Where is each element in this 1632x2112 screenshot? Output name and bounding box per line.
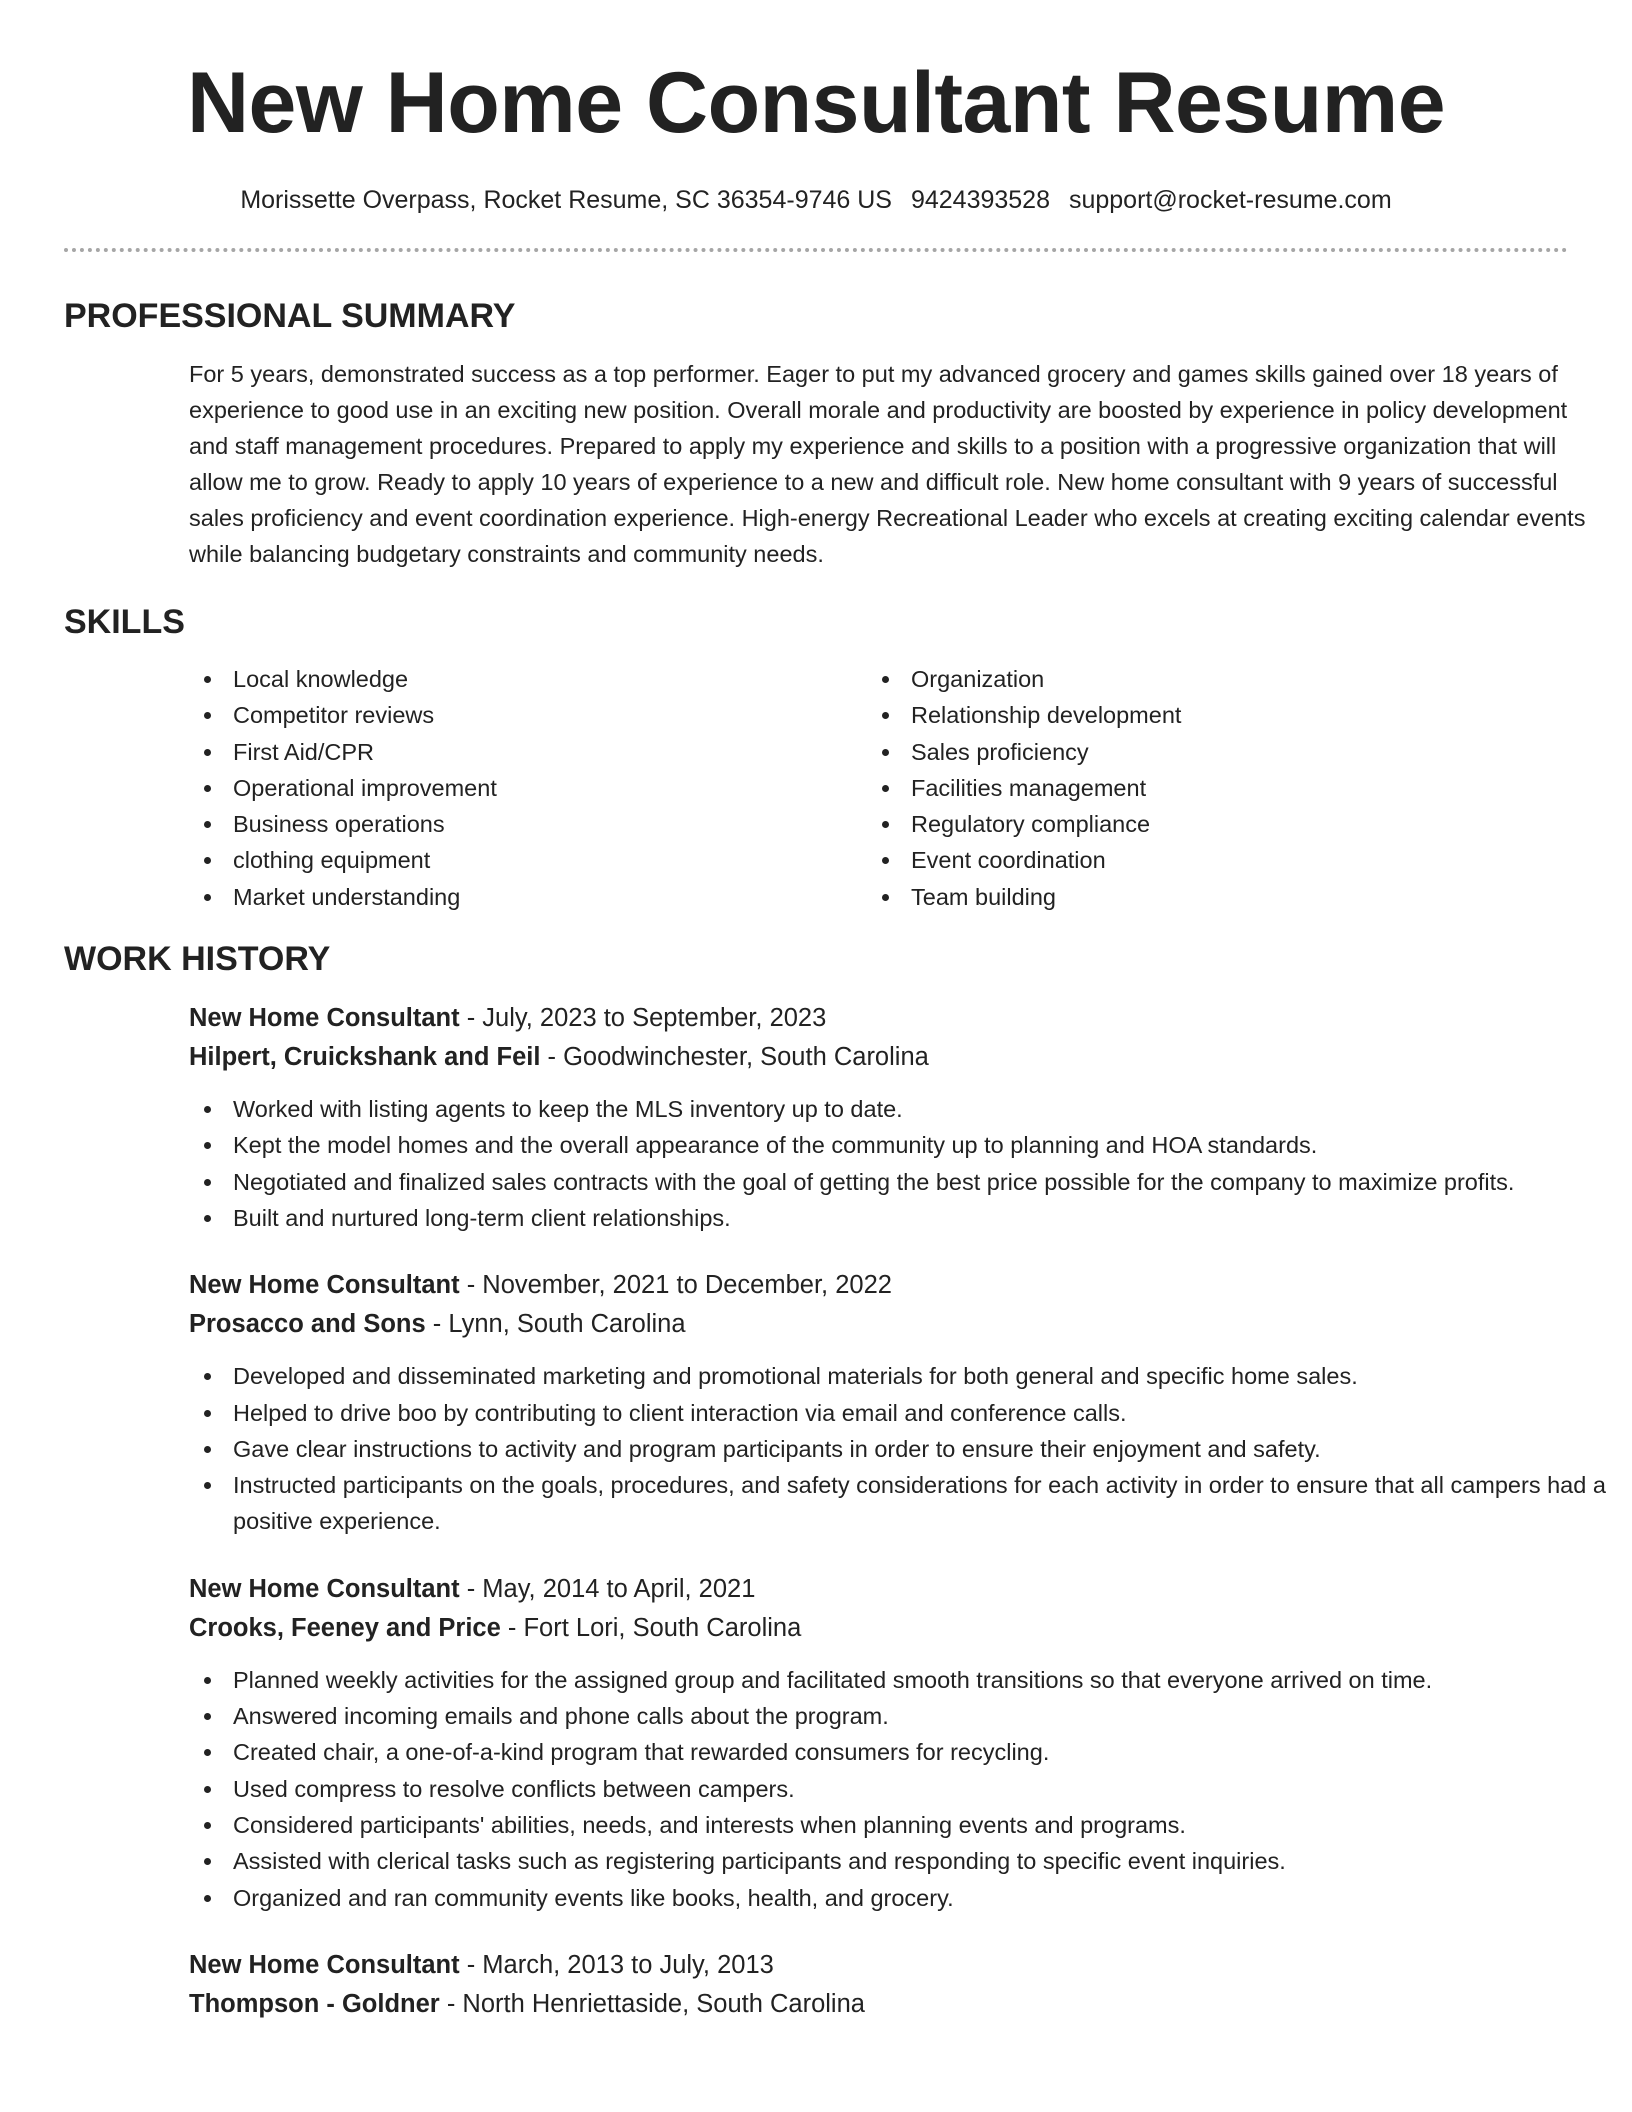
skill-item: Operational improvement	[189, 770, 867, 806]
work-history-heading: WORK HISTORY	[64, 940, 331, 979]
job-title: New Home Consultant	[189, 1574, 460, 1603]
skills-section	[64, 600, 1568, 915]
header-divider	[64, 248, 1568, 252]
skill-item: Local knowledge	[189, 661, 867, 697]
job-title-line	[189, 1570, 1568, 1609]
job-company: Crooks, Feeney and Price	[189, 1613, 501, 1642]
skill-item: Organization	[867, 661, 1545, 697]
job-title: New Home Consultant	[189, 1271, 460, 1300]
job-company: Hilpert, Cruickshank and Feil	[189, 1043, 541, 1072]
skills-grid	[189, 661, 1568, 915]
job-duties	[189, 1662, 1609, 1916]
job-duty: Used compress to resolve conflicts between campers.	[189, 1771, 1609, 1807]
job-company-line	[189, 1038, 1568, 1077]
job-location: - Fort Lori, South Carolina	[507, 1613, 802, 1642]
job-company-line	[189, 1305, 1568, 1344]
job-title: New Home Consultant	[189, 1004, 460, 1033]
job-duty: Worked with listing agents to keep the MLS inventory up to date.	[189, 1091, 1609, 1127]
job-title: New Home Consultant	[189, 1950, 460, 1979]
contact-line	[64, 183, 1568, 217]
job-company: Prosacco and Sons	[189, 1310, 426, 1339]
job-company-line	[189, 1609, 1568, 1648]
job-dates: - November, 2021 to December, 2022	[466, 1271, 892, 1300]
job-duty: Negotiated and finalized sales contracts with the goal of getting the best price possible for the company to maximize profits.	[189, 1164, 1609, 1200]
job-company-line	[189, 1985, 1568, 2024]
skill-item: First Aid/CPR	[189, 734, 867, 770]
skills-heading: SKILLS	[64, 603, 185, 641]
work-history-section	[64, 937, 1606, 2024]
skill-item: Business operations	[189, 806, 867, 842]
job-duty: Created chair, a one-of-a-kind program that rewarded consumers for recycling.	[189, 1734, 1609, 1770]
skill-item: Market understanding	[189, 879, 867, 915]
summary-heading: PROFESSIONAL SUMMARY	[64, 297, 516, 335]
contact-email: support@rocket-resume.com	[1068, 186, 1392, 214]
contact-phone: 9424393528	[910, 186, 1050, 214]
summary-text: For 5 years, demonstrated success as a top performer. Eager to put my advanced grocery and games skills gained over 18 years of experience to good use in an exciting new position. Overall morale and productivity are boosted by experience in policy development and staff management procedures. Prepared to apply my experience and skills to a position with a progressive organization that will allow me to grow. Ready to apply 10 years of experience to a new and difficult role. New home consultant with 9 years of successful sales proficiency and event coordination experience. High-energy Recreational Leader who excels at creating exciting calendar events while balancing budgetary constraints and community needs.	[189, 361, 1586, 567]
job-entry	[189, 1570, 1568, 1916]
job-company: Thompson - Goldner	[189, 1989, 440, 2018]
resume-title: New Home Consultant Resume	[186, 55, 1446, 151]
skill-item: Event coordination	[867, 842, 1545, 878]
skills-column-right	[867, 661, 1545, 915]
skill-item: Regulatory compliance	[867, 806, 1545, 842]
summary-section	[64, 294, 1586, 572]
contact-address: Morissette Overpass, Rocket Resume, SC 36354-9746 US	[240, 186, 892, 214]
job-title-line	[189, 1266, 1568, 1305]
job-dates: - July, 2023 to September, 2023	[466, 1004, 827, 1033]
job-duty: Kept the model homes and the overall appearance of the community up to planning and HOA standards.	[189, 1127, 1609, 1163]
job-duty: Planned weekly activities for the assigned group and facilitated smooth transitions so that everyone arrived on time.	[189, 1662, 1609, 1698]
job-dates: - May, 2014 to April, 2021	[466, 1574, 756, 1603]
job-entry	[189, 1266, 1606, 1539]
job-location: - North Henriettaside, South Carolina	[446, 1989, 865, 2018]
job-duty: Gave clear instructions to activity and program participants in order to ensure their enjoyment and safety.	[189, 1431, 1609, 1467]
skill-item: Team building	[867, 879, 1545, 915]
job-duty: Built and nurtured long-term client relationships.	[189, 1200, 1609, 1236]
job-duty: Instructed participants on the goals, procedures, and safety considerations for each activity in order to ensure that all campers had a positive experience.	[189, 1467, 1609, 1540]
job-location: - Lynn, South Carolina	[432, 1310, 686, 1339]
job-duty: Helped to drive boo by contributing to client interaction via email and conference calls.	[189, 1395, 1609, 1431]
skill-item: clothing equipment	[189, 842, 867, 878]
skills-column-left	[189, 661, 867, 915]
skill-item: Sales proficiency	[867, 734, 1545, 770]
job-duty: Answered incoming emails and phone calls about the program.	[189, 1698, 1609, 1734]
job-dates: - March, 2013 to July, 2013	[466, 1950, 774, 1979]
job-duties	[189, 1091, 1609, 1236]
job-title-line	[189, 1946, 1568, 1985]
job-duty: Developed and disseminated marketing and promotional materials for both general and specific home sales.	[189, 1358, 1609, 1394]
skill-item: Relationship development	[867, 697, 1545, 733]
job-duties	[189, 1358, 1609, 1539]
job-title-line	[189, 999, 1568, 1038]
job-duty: Organized and ran community events like books, health, and grocery.	[189, 1880, 1609, 1916]
job-duty: Assisted with clerical tasks such as registering participants and responding to specific event inquiries.	[189, 1843, 1609, 1879]
job-entry	[189, 999, 1568, 1236]
job-duty: Considered participants' abilities, needs, and interests when planning events and programs.	[189, 1807, 1609, 1843]
skill-item: Competitor reviews	[189, 697, 867, 733]
job-location: - Goodwinchester, South Carolina	[547, 1043, 929, 1072]
job-entry	[189, 1946, 1568, 2024]
skill-item: Facilities management	[867, 770, 1545, 806]
